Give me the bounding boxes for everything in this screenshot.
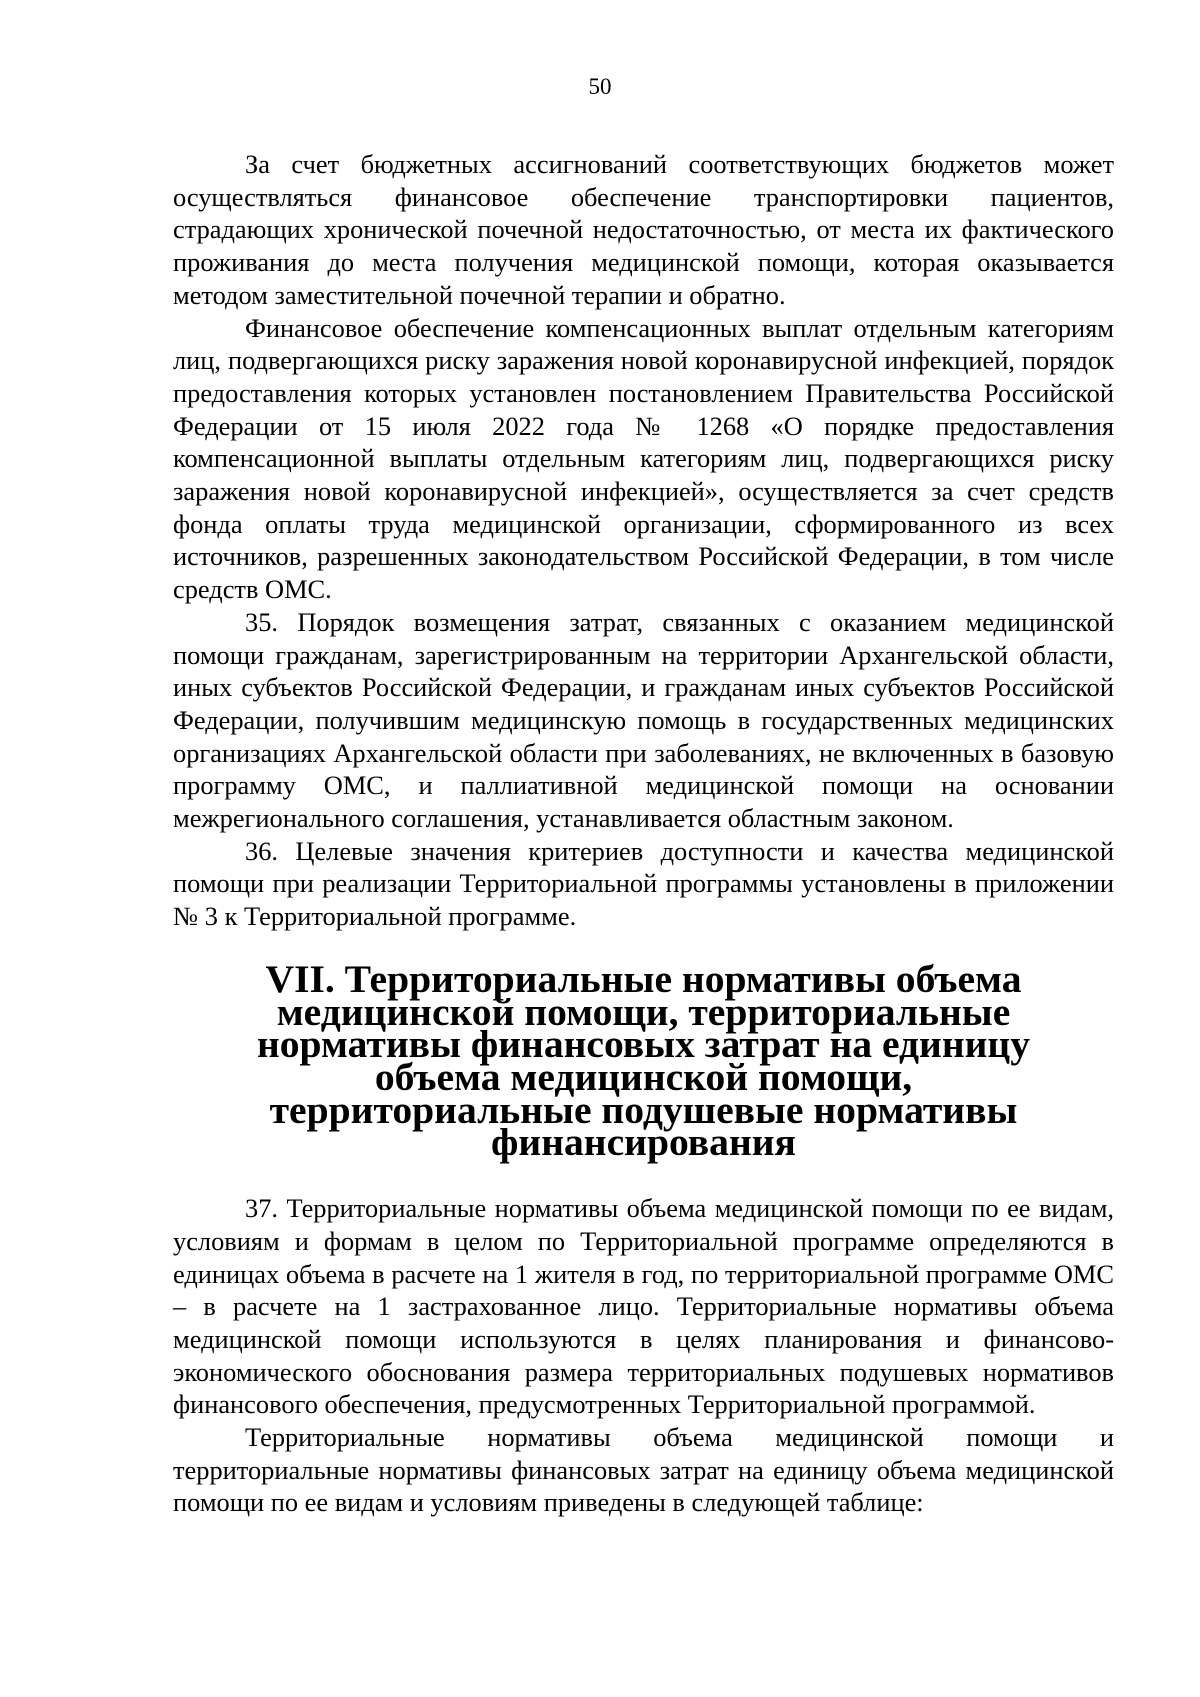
document-body (173, 148, 1114, 1519)
paragraph-37-volume-norms: 37. Территориальные нормативы объема медицинской помощи по ее видам, условиям и формам в целом по Территориальной программе определяются в единицах объема в расчете на 1 жителя в год, по территориальной программе ОМС – в расчете на 1 застрахованное лицо. Территориальные нормативы объема медицинской помощи используются в целях планирования и финансово-экономического обоснования размера территориальных подушевых нормативов финансового обеспечения, предусмотренных Территориальной программой. (173, 1193, 1114, 1420)
paragraph-36-target-values: 36. Целевые значения критериев доступности и качества медицинской помощи при реализации Территориальной программы установлены в приложении № 3 к Территориальной программе. (173, 835, 1114, 932)
section-heading: VII. Территориальные нормативы объема медицинской помощи, территориальные нормативы финансовых затрат на единицу объема медицинской помощи, территориальные подушевые нормативы финансирования (256, 956, 1031, 1165)
paragraph-transport-funding: За счет бюджетных ассигнований соответствующих бюджетов может осуществляться финансовое обеспечение транспортировки пациентов, страдающих хронической почечной недостаточностью, от места их фактического проживания до места получения медицинской помощи, которая оказывается методом заместительной почечной терапии и обратно. (173, 149, 1114, 310)
paragraph-compensation-payments: Финансовое обеспечение компенсационных выплат отдельным категориям лиц, подвергающихся риску заражения новой коронавирусной инфекцией, порядок предоставления которых установлен постановлением Правительства Российской Федерации от 15 июля 2022 года № 1268 «О порядке предоставления компенсационной выплаты отдельным категориям лиц, подвергающихся риску заражения новой коронавирусной инфекцией», осуществляется за счет средств фонда оплаты труда медицинской организации, сформированного из всех источников, разрешенных законодательством Российской Федерации, в том числе средств ОМС. (173, 312, 1114, 605)
paragraph-table-intro: Территориальные нормативы объема медицинской помощи и территориальные нормативы финансовых затрат на единицу объема медицинской помощи по ее видам и условиям приведены в следующей таблице: (173, 1422, 1114, 1518)
paragraph-35-cost-reimbursement: 35. Порядок возмещения затрат, связанных с оказанием медицинской помощи гражданам, зарегистрированным на территории Архангельской области, иных субъектов Российской Федерации, и гражданам иных субъектов Российской Федерации, получившим медицинскую помощь в государственных медицинских организациях Архангельской области при заболеваниях, не включенных в базовую программу ОМС, и паллиативной медицинской помощи на основании межрегионального соглашения, устанавливается областным законом. (173, 606, 1114, 834)
page-number: 50 (588, 74, 612, 99)
